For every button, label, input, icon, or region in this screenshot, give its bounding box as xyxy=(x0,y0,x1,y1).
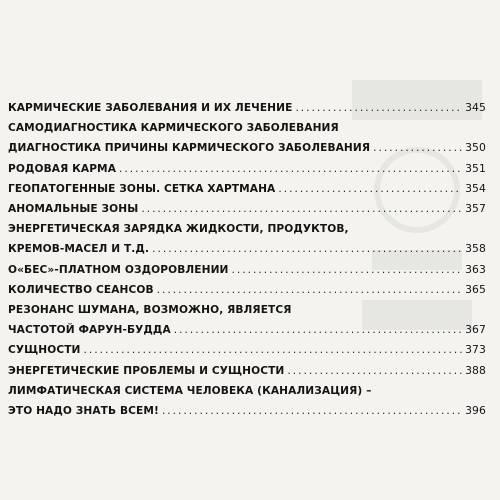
toc-entry-line xyxy=(8,199,486,219)
toc-page-number: 357 xyxy=(465,202,486,216)
toc-entry xyxy=(8,98,486,118)
toc-entry xyxy=(8,159,486,179)
toc-entry-line xyxy=(8,159,486,179)
toc-entry-title: КАРМИЧЕСКИЕ ЗАБОЛЕВАНИЯ И ИХ ЛЕЧЕНИЕ xyxy=(8,102,293,114)
toc-entry-line xyxy=(8,320,486,340)
toc-entry xyxy=(8,260,486,280)
table-of-contents xyxy=(8,98,486,421)
toc-entry-title: РЕЗОНАНС ШУМАНА, ВОЗМОЖНО, ЯВЛЯЕТСЯ xyxy=(8,304,292,317)
toc-page-number: 350 xyxy=(465,141,486,155)
toc-entry-title: ЛИМФАТИЧЕСКАЯ СИСТЕМА ЧЕЛОВЕКА (КАНАЛИЗАЦИЯ) – xyxy=(8,384,372,397)
toc-entry-line xyxy=(8,361,486,381)
toc-page-number: 373 xyxy=(465,343,486,357)
dot-leader xyxy=(141,199,462,219)
dot-leader xyxy=(232,260,463,280)
toc-page-number: 354 xyxy=(465,181,486,195)
dot-leader xyxy=(152,239,462,259)
dot-leader xyxy=(162,401,462,421)
toc-entry-line xyxy=(8,98,486,118)
toc-entry-title: КОЛИЧЕСТВО СЕАНСОВ xyxy=(8,283,154,296)
toc-entry-title: САМОДИАГНОСТИКА КАРМИЧЕСКОГО ЗАБОЛЕВАНИЯ xyxy=(8,122,339,135)
toc-entry xyxy=(8,138,486,158)
toc-entry xyxy=(8,219,486,259)
dot-leader xyxy=(287,361,462,381)
toc-page-number: 396 xyxy=(465,404,486,418)
toc-entry-title: ЭТО НАДО ЗНАТЬ ВСЕМ! xyxy=(8,405,159,418)
toc-entry-title: СУЩНОСТИ xyxy=(8,344,81,357)
toc-page-number: 358 xyxy=(465,242,486,256)
toc-entry-title: КРЕМОВ-МАСЕЛ И Т.Д. xyxy=(8,243,150,256)
dot-leader xyxy=(174,320,462,340)
toc-page-number: 363 xyxy=(465,262,486,276)
toc-entry-line xyxy=(8,401,486,421)
toc-entry-line xyxy=(8,381,486,401)
toc-page-number: 388 xyxy=(465,363,486,377)
toc-entry-line xyxy=(8,239,486,259)
toc-entry-line xyxy=(8,138,486,158)
toc-entry-title: ЧАСТОТОЙ ФАРУН-БУДДА xyxy=(8,324,171,337)
toc-entry xyxy=(8,118,486,138)
toc-page-number: 365 xyxy=(465,282,486,296)
toc-entry xyxy=(8,340,486,360)
toc-page-number: 367 xyxy=(465,323,486,337)
toc-page-number: 351 xyxy=(465,161,486,175)
toc-entry-line xyxy=(8,280,486,300)
toc-entry-title: АНОМАЛЬНЫЕ ЗОНЫ xyxy=(8,203,139,216)
toc-entry-line xyxy=(8,260,486,280)
toc-entry xyxy=(8,381,486,421)
toc-entry xyxy=(8,179,486,199)
toc-entry-line xyxy=(8,340,486,360)
toc-entry-line xyxy=(8,179,486,199)
dot-leader xyxy=(119,159,462,179)
toc-entry-line xyxy=(8,300,486,320)
toc-entry-title: ДИАГНОСТИКА ПРИЧИНЫ КАРМИЧЕСКОГО ЗАБОЛЕВАНИЯ xyxy=(8,142,371,155)
toc-entry xyxy=(8,361,486,381)
toc-entry-line xyxy=(8,118,486,138)
dot-leader xyxy=(295,98,462,118)
toc-entry-title: ЭНЕРГЕТИЧЕСКИЕ ПРОБЛЕМЫ И СУЩНОСТИ xyxy=(8,364,285,377)
toc-entry xyxy=(8,199,486,219)
toc-entry-line xyxy=(8,219,486,239)
dot-leader xyxy=(278,179,462,199)
toc-entry xyxy=(8,280,486,300)
toc-entry-title: О«БЕС»-ПЛАТНОМ ОЗДОРОВЛЕНИИ xyxy=(8,263,229,276)
toc-entry-title: РОДОВАЯ КАРМА xyxy=(8,162,116,175)
dot-leader xyxy=(373,138,462,158)
dot-leader xyxy=(84,340,463,360)
toc-entry-title: ЭНЕРГЕТИЧЕСКАЯ ЗАРЯДКА ЖИДКОСТИ, ПРОДУКТОВ, xyxy=(8,223,349,236)
toc-entry-title: ГЕОПАТОГЕННЫЕ ЗОНЫ. СЕТКА ХАРТМАНА xyxy=(8,182,276,195)
toc-page-number: 345 xyxy=(465,101,486,114)
toc-entry xyxy=(8,300,486,340)
dot-leader xyxy=(157,280,462,300)
